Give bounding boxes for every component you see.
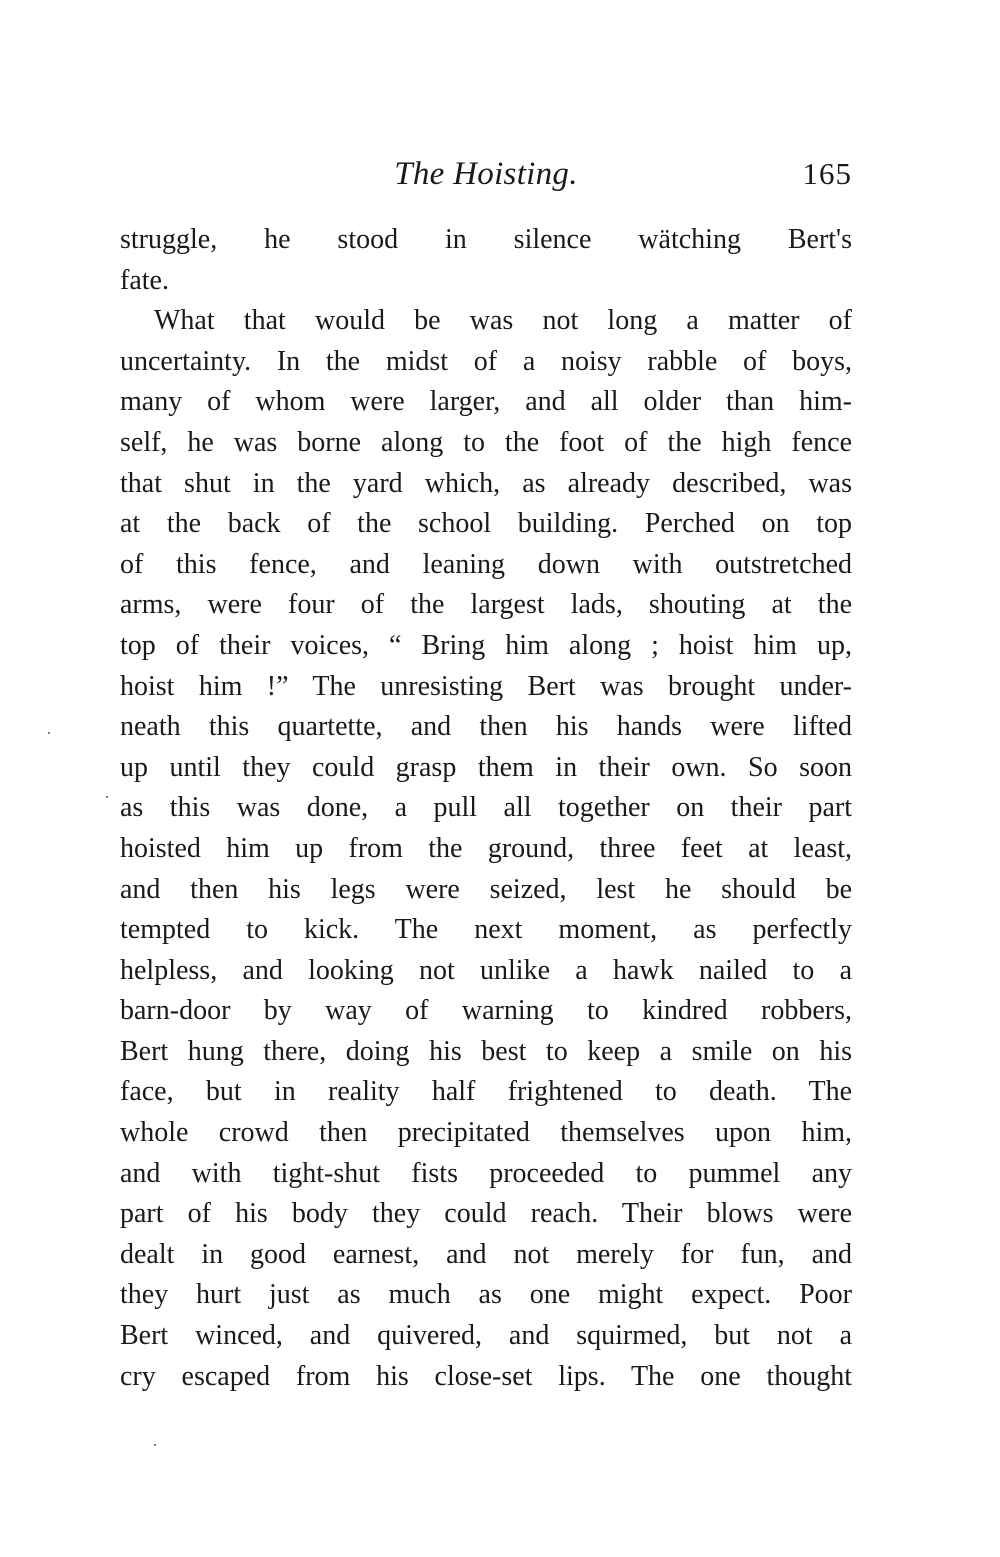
- text-line: Bert winced, and quivered, and squirmed, but not a: [120, 1320, 852, 1352]
- text-line: neath this quartette, and then his hands were lifted: [120, 711, 852, 743]
- text-line: of this fence, and leaning down with outstretched: [120, 548, 852, 580]
- text-line: part of his body they could reach. Their blows were: [120, 1198, 852, 1230]
- running-head: [120, 150, 852, 198]
- text-line: hoisted him up from the ground, three feet at least,: [120, 832, 852, 864]
- paper-speck: [154, 1444, 156, 1446]
- text-line: self, he was borne along to the foot of the high fence: [120, 426, 852, 458]
- running-title: The Hoisting.: [394, 156, 578, 192]
- text-line: tempted to kick. The next moment, as perfectly: [120, 914, 852, 946]
- text-line: hoist him !” The unresisting Bert was brought under-: [120, 670, 852, 702]
- text-line: struggle, he stood in silence wätching Bert's: [120, 224, 852, 255]
- text-line: whole crowd then precipitated themselves upon him,: [120, 1117, 852, 1149]
- body-text: [120, 220, 852, 1397]
- text-line: arms, were four of the largest lads, shouting at the: [120, 589, 852, 621]
- text-line: helpless, and looking not unlike a hawk nailed to a: [120, 954, 852, 986]
- text-line: fate.: [120, 264, 169, 296]
- text-line: Bert hung there, doing his best to keep a smile on his: [120, 1035, 852, 1067]
- text-line: at the back of the school building. Perched on top: [120, 508, 852, 540]
- text-line: top of their voices, “ Bring him along ; hoist him up,: [120, 629, 852, 661]
- text-line: dealt in good earnest, and not merely for fun, and: [120, 1238, 852, 1270]
- text-line: What that would be was not long a matter of: [154, 305, 852, 337]
- text-line: uncertainty. In the midst of a noisy rabble of boys,: [120, 345, 852, 377]
- text-line: and with tight-shut fists proceeded to pummel any: [120, 1157, 852, 1189]
- text-line: barn-door by way of warning to kindred robbers,: [120, 995, 852, 1027]
- text-line: many of whom were larger, and all older than him-: [120, 386, 852, 418]
- page-number: 165: [802, 156, 852, 191]
- text-line: and then his legs were seized, lest he should be: [120, 873, 852, 905]
- text-line: up until they could grasp them in their own. So soon: [120, 751, 852, 783]
- text-line: face, but in reality half frightened to death. The: [120, 1076, 852, 1108]
- paper-speck: [106, 796, 108, 798]
- text-line: as this was done, a pull all together on their part: [120, 792, 852, 824]
- paper-speck: [48, 732, 50, 734]
- text-line: that shut in the yard which, as already described, was: [120, 467, 852, 499]
- text-line: they hurt just as much as one might expect. Poor: [120, 1279, 852, 1311]
- text-line: cry escaped from his close-set lips. The one thought: [120, 1360, 852, 1392]
